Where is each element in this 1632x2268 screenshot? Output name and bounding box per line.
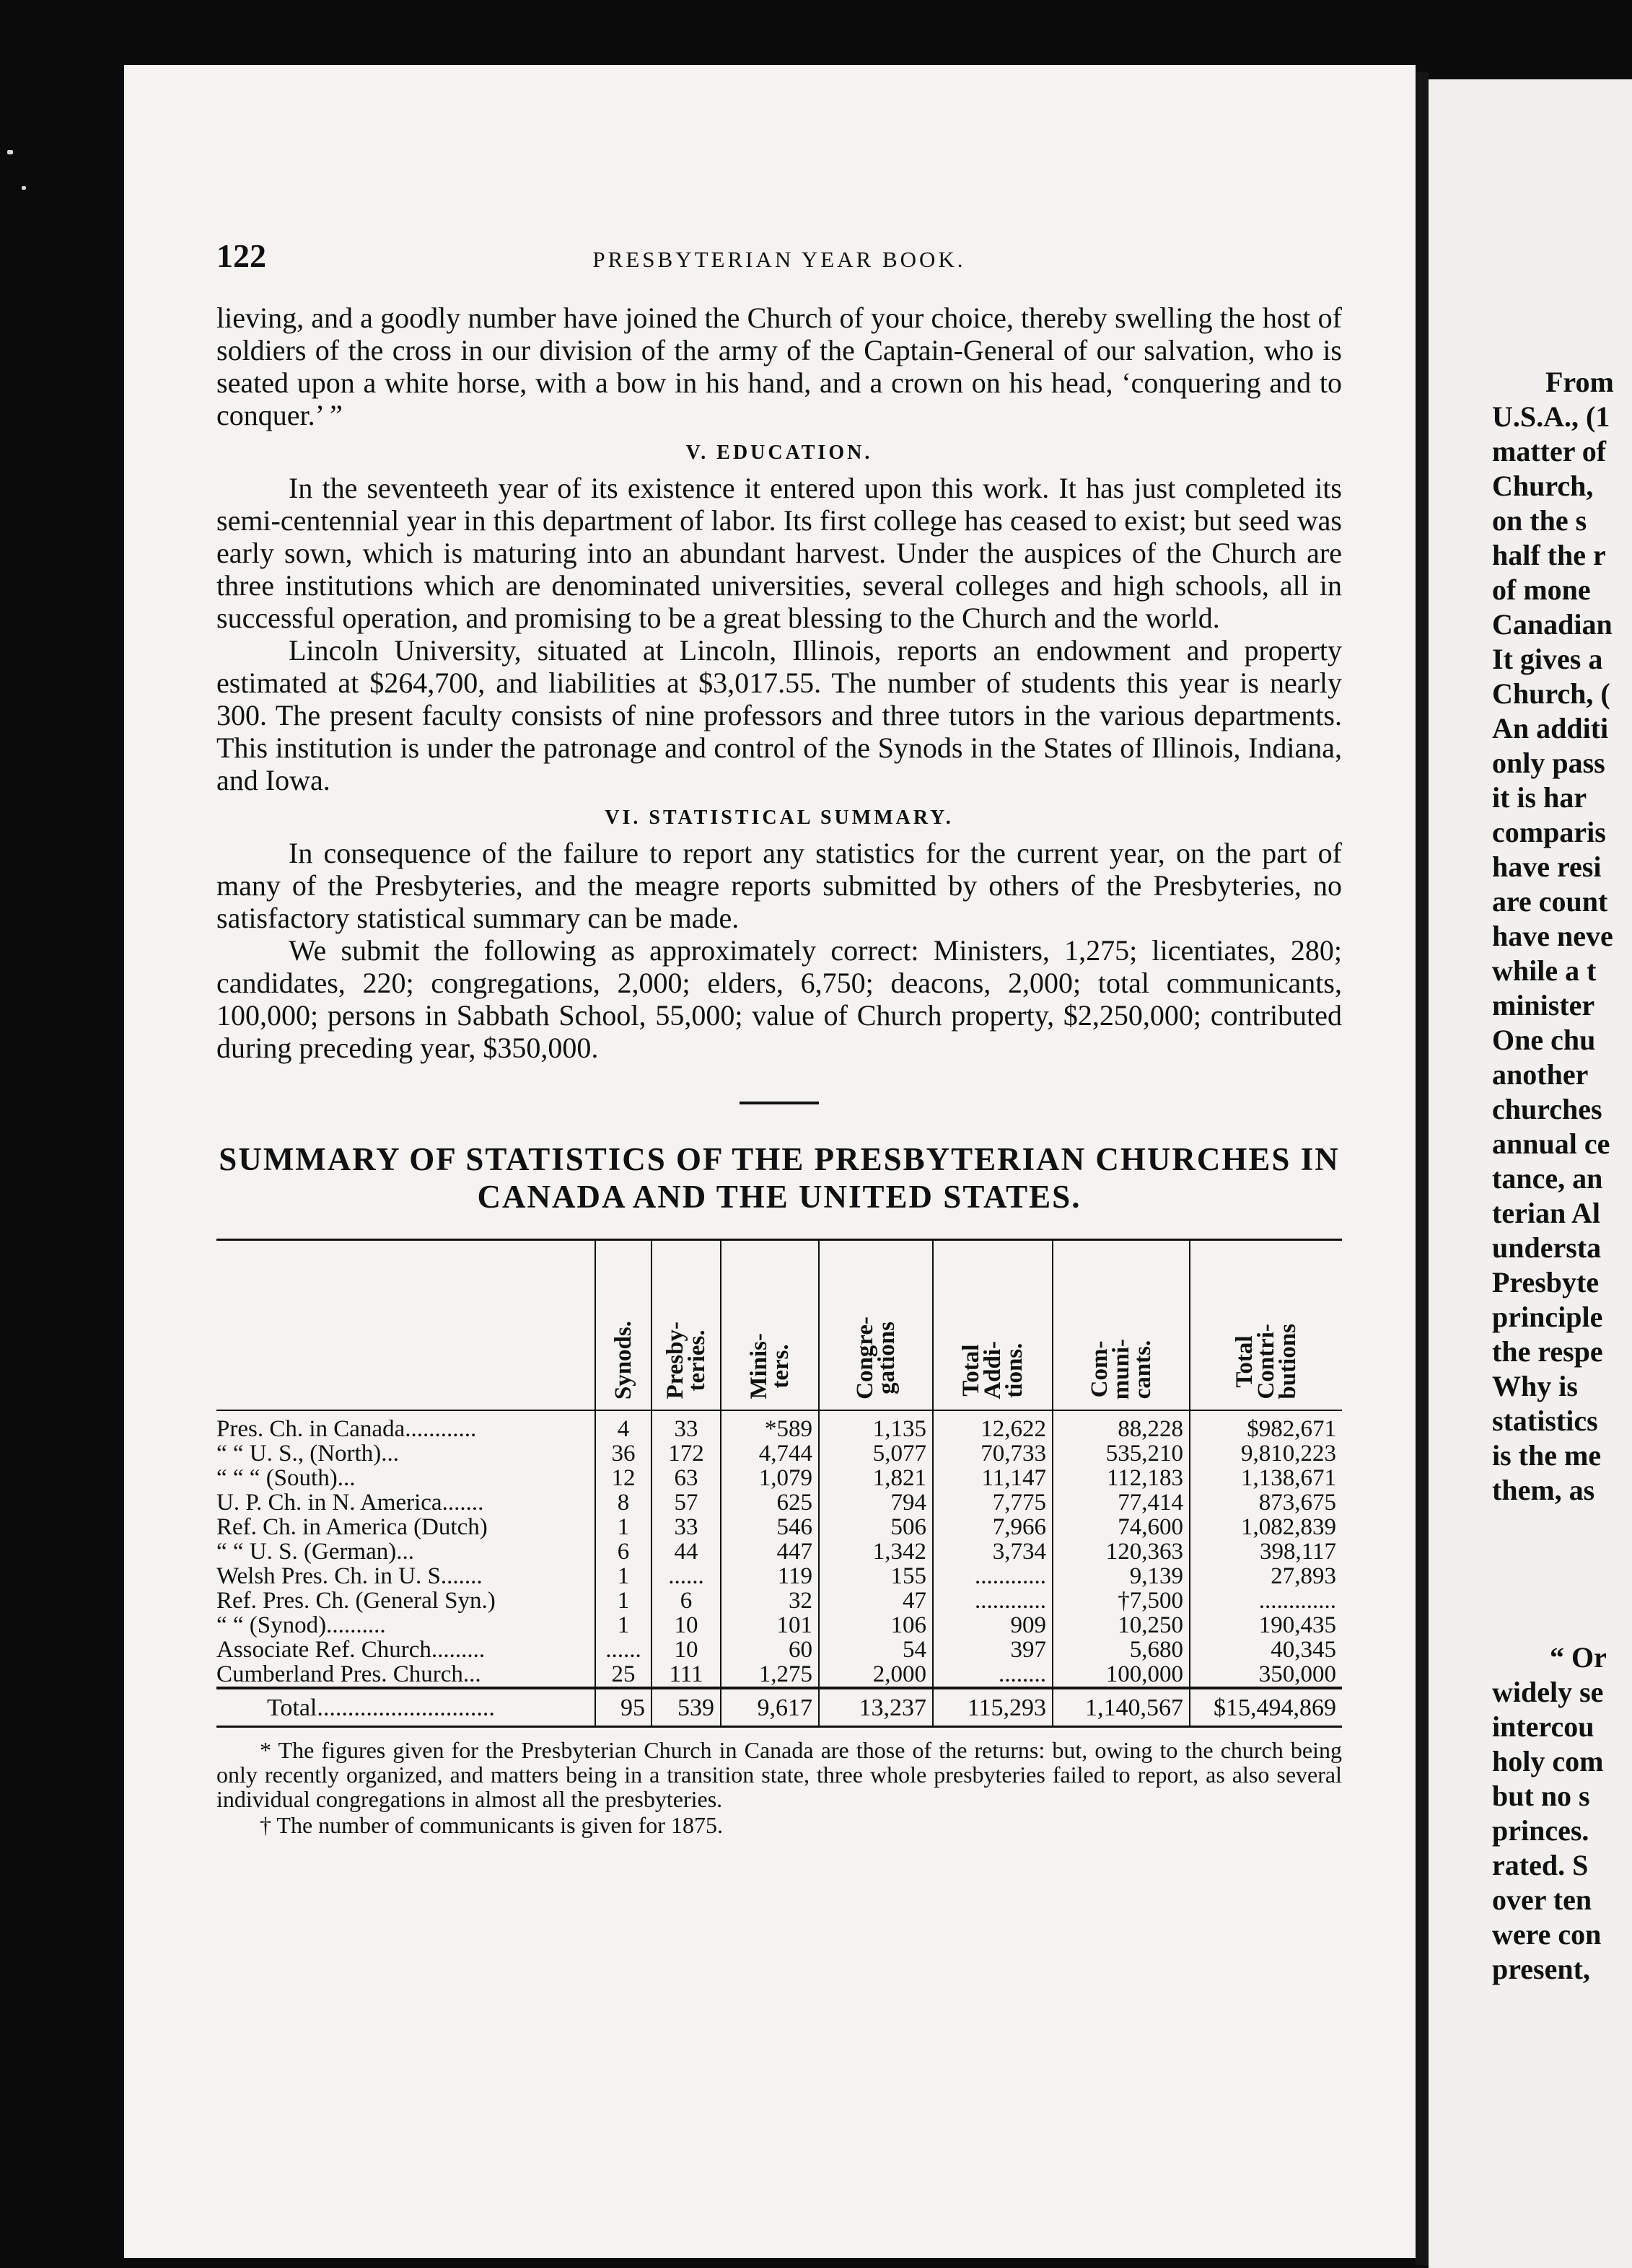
page-body	[216, 302, 1342, 1837]
column-header: Com- muni- cants.	[1053, 1240, 1190, 1411]
table-cell: 1	[595, 1588, 652, 1613]
running-title: PRESBYTERIAN YEAR BOOK.	[592, 247, 966, 272]
table-cell: 6	[595, 1539, 652, 1564]
table-cell: $15,494,869	[1190, 1688, 1342, 1727]
facing-page-line: Why is	[1492, 1370, 1578, 1402]
facing-page-line: are count	[1492, 885, 1608, 918]
table-cell: 909	[933, 1613, 1053, 1638]
facing-page-line: half the r	[1492, 539, 1606, 571]
table-cell: 77,414	[1053, 1490, 1190, 1515]
table-cell: .............	[1190, 1588, 1342, 1613]
facing-page-line: U.S.A., (1	[1492, 400, 1610, 433]
table-row	[216, 1638, 1342, 1662]
row-label: Ref. Ch. in America (Dutch)	[216, 1514, 488, 1540]
row-label: Welsh Pres. Ch. in U. S.......	[216, 1563, 483, 1589]
row-label: Pres. Ch. in Canada............	[216, 1410, 595, 1441]
table-cell: 3,734	[933, 1539, 1053, 1564]
table-cell: 95	[595, 1688, 652, 1727]
table-cell: 12,622	[933, 1410, 1053, 1441]
table-header-row	[216, 1240, 1342, 1411]
paragraph-statistics-2: We submit the following as approximately correct: Ministers, 1,275; licentiates, 280; candidates, 220; congregations, 2,000; elders, 6,750; deacons, 2,000; total communicants, 100,000; persons in Sabbath School, 55,000; value of Church property, $2,250,000; contributed during preceding year, $350,000.	[216, 934, 1342, 1064]
running-head	[216, 237, 1342, 280]
table-cell: 8	[595, 1490, 652, 1515]
page-number: 122	[216, 237, 266, 274]
facing-page-line: principle	[1492, 1301, 1603, 1333]
table-cell: 4,744	[721, 1441, 819, 1466]
table-cell: 546	[721, 1515, 819, 1539]
table-cell: 1,275	[721, 1662, 819, 1688]
table-cell: 47	[819, 1588, 933, 1613]
table-cell: 1,138,671	[1190, 1466, 1342, 1490]
paragraph-education-1: In the seventeeth year of its existence it entered upon this work. It has just completed its semi-centennial year in this department of labor. Its first college has ceased to exist; but seed was early sown, which is maturing into an abundant harvest. Under the auspices of the Church are three institutions which are denominated universities, several colleges and high schools, all in successful operation, and promising to be a great blessing to the Church and the world.	[216, 472, 1342, 634]
table-cell: 36	[595, 1441, 652, 1466]
table-cell: 101	[721, 1613, 819, 1638]
table-cell: 88,228	[1053, 1410, 1190, 1441]
column-header: Presby- teries.	[652, 1240, 721, 1411]
table-cell: 1,140,567	[1053, 1688, 1190, 1727]
section-heading-education: V. EDUCATION.	[685, 441, 873, 464]
table-row	[216, 1515, 1342, 1539]
table-total-row	[216, 1688, 1342, 1727]
table-cell: 74,600	[1053, 1515, 1190, 1539]
table-title: SUMMARY OF STATISTICS OF THE PRESBYTERIAN CHURCHES IN CANADA AND THE UNITED STATES.	[219, 1141, 1340, 1215]
row-label: “ “ U. S. (German)...	[216, 1539, 414, 1565]
table-cell: 1	[595, 1613, 652, 1638]
row-label: Ref. Pres. Ch. (General Syn.)	[216, 1588, 496, 1614]
footnote-communicants: † The number of communicants is given for 1875.	[260, 1812, 723, 1838]
table-cell: 44	[652, 1539, 721, 1564]
table-cell: 9,617	[721, 1688, 819, 1727]
table-cell: 10,250	[1053, 1613, 1190, 1638]
table-cell: †7,500	[1053, 1588, 1190, 1613]
facing-page-line: understa	[1492, 1231, 1602, 1264]
facing-page-line: widely se	[1492, 1676, 1604, 1708]
table-cell: ......	[595, 1638, 652, 1662]
table-cell: 9,810,223	[1190, 1441, 1342, 1466]
table-cell: ............	[933, 1564, 1053, 1588]
table-cell: 57	[652, 1490, 721, 1515]
table-cell: 155	[819, 1564, 933, 1588]
table-cell: ........	[933, 1662, 1053, 1688]
book-gutter	[1416, 72, 1429, 2265]
table-cell: 447	[721, 1539, 819, 1564]
facing-page-line: while a t	[1492, 954, 1597, 987]
facing-page-line: over ten	[1492, 1884, 1592, 1916]
statistics-table	[216, 1239, 1342, 1728]
facing-page-line: the respe	[1492, 1335, 1603, 1368]
table-row	[216, 1490, 1342, 1515]
table-row	[216, 1441, 1342, 1466]
facing-page-line: Church,	[1492, 470, 1594, 502]
table-cell: 4	[595, 1410, 652, 1441]
table-row	[216, 1662, 1342, 1688]
table-cell: 10	[652, 1613, 721, 1638]
facing-page-line: only pass	[1492, 747, 1605, 779]
table-cell: 119	[721, 1564, 819, 1588]
row-label: “ “ “ (South)...	[216, 1465, 356, 1491]
table-cell: 2,000	[819, 1662, 933, 1688]
table-cell: *589	[721, 1410, 819, 1441]
table-cell: 1,135	[819, 1410, 933, 1441]
table-cell: 120,363	[1053, 1539, 1190, 1564]
column-header: Minis- ters.	[721, 1240, 819, 1411]
table-cell: 11,147	[933, 1466, 1053, 1490]
facing-page-line: From	[1545, 366, 1614, 398]
facing-page-line: of mone	[1492, 573, 1591, 606]
facing-page-line: matter of	[1492, 435, 1607, 467]
table-cell: 506	[819, 1515, 933, 1539]
table-cell: 350,000	[1190, 1662, 1342, 1688]
facing-page-line: comparis	[1492, 816, 1606, 848]
table-row	[216, 1539, 1342, 1564]
facing-page-line: it is har	[1492, 781, 1587, 814]
table-cell: 190,435	[1190, 1613, 1342, 1638]
facing-page-line: rated. S	[1492, 1849, 1589, 1881]
table-cell: 5,680	[1053, 1638, 1190, 1662]
scan-speck	[7, 150, 13, 154]
table-cell: 112,183	[1053, 1466, 1190, 1490]
facing-page-line: were con	[1492, 1918, 1602, 1951]
table-body	[216, 1410, 1342, 1688]
facing-page-line: but no s	[1492, 1780, 1590, 1812]
row-label: U. P. Ch. in N. America.......	[216, 1490, 484, 1516]
table-cell: 40,345	[1190, 1638, 1342, 1662]
facing-page-line: Church, (	[1492, 677, 1610, 710]
total-label: Total.............................	[216, 1688, 595, 1727]
facing-page-line: One chu	[1492, 1024, 1596, 1056]
facing-page-line: minister	[1492, 989, 1595, 1021]
row-label: Cumberland Pres. Church...	[216, 1661, 481, 1687]
table-cell: 60	[721, 1638, 819, 1662]
table-cell: 10	[652, 1638, 721, 1662]
facing-page-line: “ Or	[1550, 1641, 1607, 1674]
footnote-canada: * The figures given for the Presbyterian Church in Canada are those of the returns: but, owing to the church being only recently organized, and matters being in a transition state, three whole presbyteries failed to report, as also several individual congregations in almost all the presbyteries.	[216, 1737, 1342, 1812]
facing-page-line: intercou	[1492, 1710, 1594, 1743]
facing-page-line: them, as	[1492, 1474, 1595, 1506]
table-cell: 873,675	[1190, 1490, 1342, 1515]
table-cell: 1,821	[819, 1466, 933, 1490]
table-cell: $982,671	[1190, 1410, 1342, 1441]
table-cell: 7,966	[933, 1515, 1053, 1539]
table-row	[216, 1410, 1342, 1441]
paragraph-statistics-1: In consequence of the failure to report any statistics for the current year, on the part of many of the Presbyteries, and the meagre reports submitted by others of the Presbyteries, no satisfactory statistical summary can be made.	[216, 837, 1342, 934]
table-cell: 33	[652, 1410, 721, 1441]
table-cell: 1	[595, 1515, 652, 1539]
table-cell: 1,342	[819, 1539, 933, 1564]
row-label: “ “ (Synod)..........	[216, 1612, 386, 1638]
scan-speck	[22, 186, 26, 190]
table-cell: 12	[595, 1466, 652, 1490]
facing-page-line: have resi	[1492, 850, 1602, 883]
table-cell: 5,077	[819, 1441, 933, 1466]
facing-page-line: churches	[1492, 1093, 1602, 1125]
table-cell: 539	[652, 1688, 721, 1727]
table-cell: 6	[652, 1588, 721, 1613]
table-cell: ......	[652, 1564, 721, 1588]
facing-page-line: annual ce	[1492, 1128, 1610, 1160]
facing-page-line: is the me	[1492, 1439, 1602, 1472]
table-cell: 25	[595, 1662, 652, 1688]
table-row	[216, 1466, 1342, 1490]
facing-page-line: on the s	[1492, 504, 1587, 537]
table-cell: 111	[652, 1662, 721, 1688]
table-cell: 535,210	[1053, 1441, 1190, 1466]
table-cell: 100,000	[1053, 1662, 1190, 1688]
table-cell: 794	[819, 1490, 933, 1515]
table-cell: 1	[595, 1564, 652, 1588]
table-row	[216, 1613, 1342, 1638]
table-cell: 398,117	[1190, 1539, 1342, 1564]
column-header-church	[216, 1240, 595, 1411]
facing-page-line: Presbyte	[1492, 1266, 1600, 1298]
facing-page-line: princes.	[1492, 1814, 1589, 1847]
facing-page-line: An additi	[1492, 712, 1609, 744]
table-row	[216, 1588, 1342, 1613]
table-cell: 106	[819, 1613, 933, 1638]
table-cell: 7,775	[933, 1490, 1053, 1515]
facing-page-line: another	[1492, 1058, 1589, 1091]
column-header: Total Contri- butions	[1190, 1240, 1342, 1411]
table-cell: 13,237	[819, 1688, 933, 1727]
table-cell: 32	[721, 1588, 819, 1613]
table-cell: 33	[652, 1515, 721, 1539]
table-row	[216, 1564, 1342, 1588]
facing-page-line: It gives a	[1492, 643, 1603, 675]
facing-page-line: tance, an	[1492, 1162, 1603, 1195]
facing-page-line: terian Al	[1492, 1197, 1600, 1229]
row-label: “ “ U. S., (North)...	[216, 1441, 399, 1467]
table-cell: 172	[652, 1441, 721, 1466]
column-header: Congre- gations	[819, 1240, 933, 1411]
table-cell: 1,079	[721, 1466, 819, 1490]
facing-page-line: present,	[1492, 1953, 1590, 1985]
table-cell: 9,139	[1053, 1564, 1190, 1588]
table-cell: 54	[819, 1638, 933, 1662]
table-cell: ............	[933, 1588, 1053, 1613]
column-header: Synods.	[595, 1240, 652, 1411]
section-heading-statistical-summary: VI. STATISTICAL SUMMARY.	[605, 806, 954, 829]
section-divider	[740, 1102, 819, 1104]
paragraph-education-2: Lincoln University, situated at Lincoln, Illinois, reports an endowment and property estimated at $264,700, and liabilities at $3,017.55. The number of students this year is nearly 300. The present faculty consists of nine professors and three tutors in the various departments. This institution is under the patronage and control of the Synods in the States of Illinois, Indiana, and Iowa.	[216, 634, 1342, 796]
table-cell: 70,733	[933, 1441, 1053, 1466]
row-label: Associate Ref. Church.........	[216, 1637, 486, 1663]
table-cell: 1,082,839	[1190, 1515, 1342, 1539]
facing-page-line: holy com	[1492, 1745, 1604, 1777]
table-cell: 27,893	[1190, 1564, 1342, 1588]
table-cell: 397	[933, 1638, 1053, 1662]
facing-page-line: statistics	[1492, 1405, 1598, 1437]
table-cell: 625	[721, 1490, 819, 1515]
facing-page-line: Canadian	[1492, 608, 1613, 641]
table-cell: 63	[652, 1466, 721, 1490]
table-cell: 115,293	[933, 1688, 1053, 1727]
column-header: Total Addi- tions.	[933, 1240, 1053, 1411]
facing-page-line: have neve	[1492, 920, 1613, 952]
facing-page	[1429, 79, 1632, 2268]
paragraph-intro: lieving, and a goodly number have joined the Church of your choice, thereby swelling the host of soldiers of the cross in our division of the army of the Captain-General of our salvation, who is seated upon a white horse, with a bow in his hand, and a crown on his head, ‘conquering and to conquer.’ ”	[216, 302, 1342, 431]
